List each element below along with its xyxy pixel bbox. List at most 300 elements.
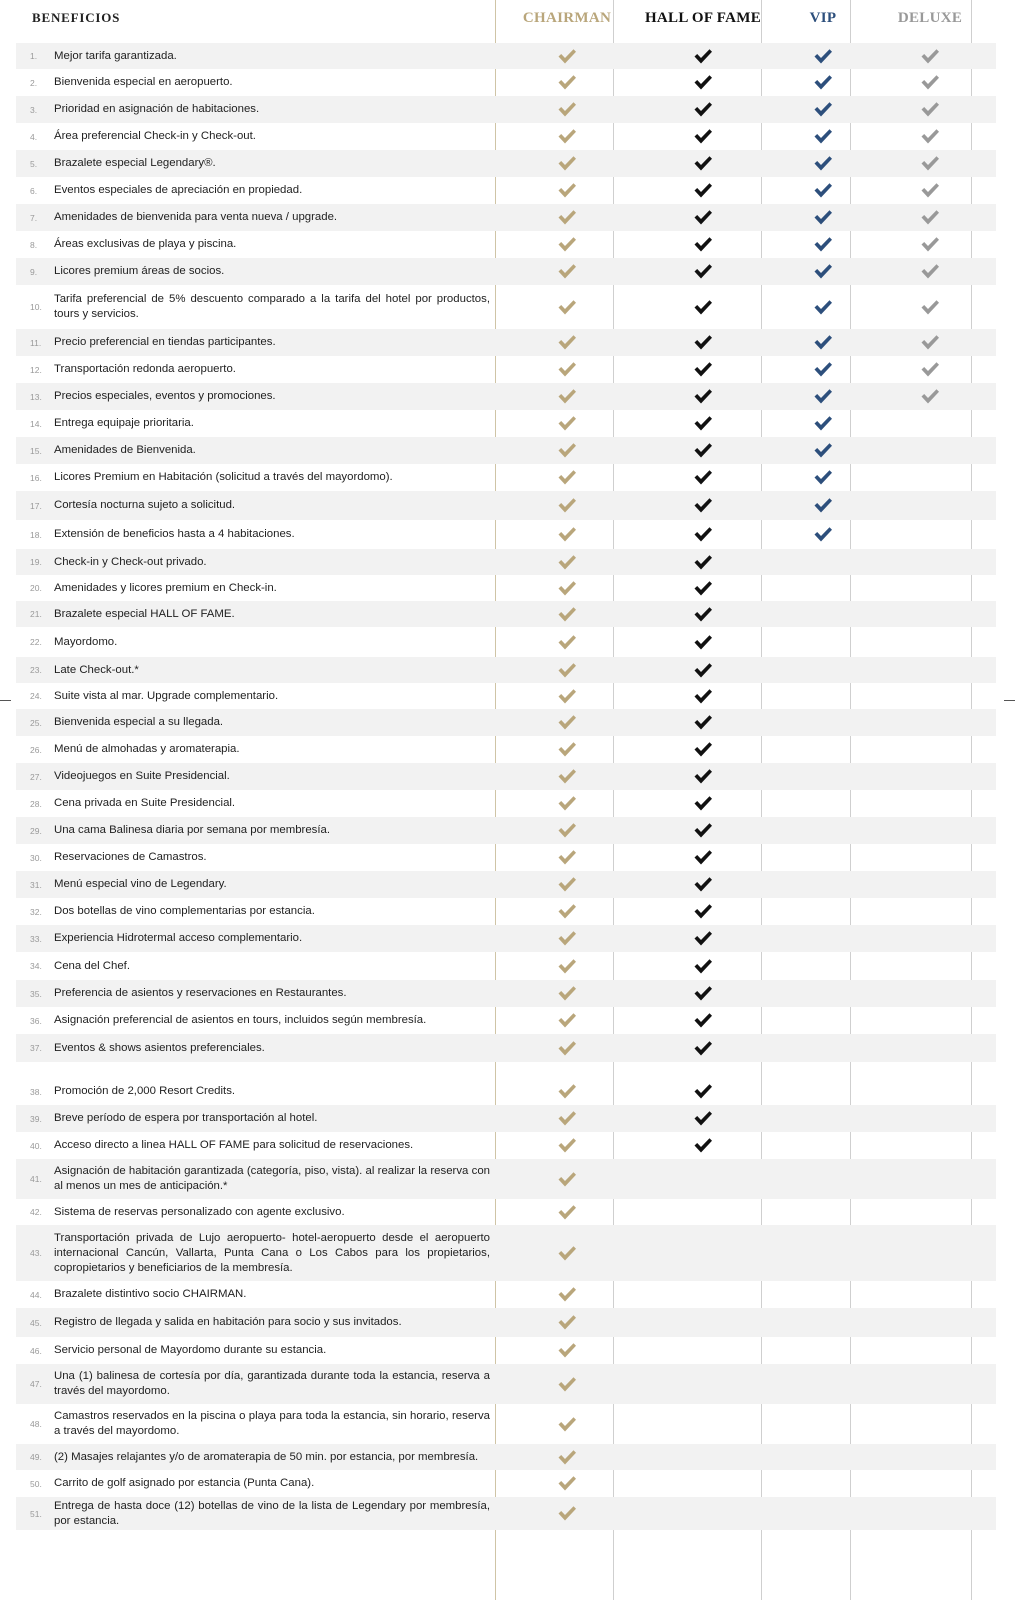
hall-of-fame-cell: [628, 898, 778, 925]
deluxe-cell: [868, 952, 992, 980]
deluxe-cell: [868, 1404, 992, 1444]
table-row: [16, 1007, 996, 1034]
hall-of-fame-check-icon: [693, 1012, 713, 1029]
hall-of-fame-check-icon: [693, 822, 713, 839]
benefit-cell: [16, 769, 506, 784]
benefit-cell: [16, 292, 506, 322]
table-row: [16, 952, 996, 980]
hall-of-fame-check-icon: [693, 876, 713, 893]
benefit-cell: [16, 129, 506, 144]
vip-cell: [778, 1007, 868, 1034]
deluxe-check-icon: [920, 74, 940, 91]
deluxe-cell: [868, 871, 992, 898]
benefit-number: 25.: [30, 717, 42, 728]
chairman-cell: [506, 1159, 628, 1199]
chairman-cell: [506, 980, 628, 1007]
deluxe-cell: [868, 410, 992, 437]
table-row: [16, 736, 996, 763]
deluxe-cell: [868, 925, 992, 952]
benefit-number: 45.: [30, 1317, 42, 1328]
benefit-number: 44.: [30, 1289, 42, 1300]
benefit-text: Carrito de golf asignado por estancia (Punta Cana).: [54, 1477, 315, 1489]
hall-of-fame-check-icon: [693, 1137, 713, 1154]
chairman-check-icon: [557, 985, 577, 1002]
chairman-check-icon: [557, 299, 577, 316]
benefit-text: Check-in y Check-out privado.: [54, 555, 207, 568]
hall-of-fame-check-icon: [693, 101, 713, 118]
table-row: [16, 1159, 996, 1199]
chairman-check-icon: [557, 1416, 577, 1433]
deluxe-cell: [868, 285, 992, 329]
hall-of-fame-cell: [628, 736, 778, 763]
vip-cell: [778, 657, 868, 683]
deluxe-cell: [868, 1159, 992, 1199]
chairman-cell: [506, 1337, 628, 1364]
vip-column-header: VIP: [809, 9, 837, 26]
chairman-check-icon: [557, 48, 577, 65]
benefit-number: 32.: [30, 906, 42, 917]
vip-cell: [778, 69, 868, 96]
hall-of-fame-cell: [628, 1308, 778, 1337]
chairman-check-icon: [557, 209, 577, 226]
hall-of-fame-cell: [628, 952, 778, 980]
vip-check-icon: [813, 299, 833, 316]
benefit-cell: [16, 877, 506, 892]
deluxe-cell: [868, 790, 992, 817]
hall-of-fame-check-icon: [693, 930, 713, 947]
deluxe-check-icon: [920, 182, 940, 199]
table-row: [16, 980, 996, 1007]
chairman-cell: [506, 817, 628, 844]
hall-of-fame-check-icon: [693, 768, 713, 785]
chairman-check-icon: [557, 1286, 577, 1303]
benefit-cell: [16, 1138, 506, 1153]
benefit-text: Licores premium áreas de socios.: [54, 265, 225, 277]
table-row: [16, 150, 996, 177]
benefit-text: Menú de almohadas y aromaterapia.: [54, 743, 240, 755]
hall-of-fame-cell: [628, 1497, 778, 1530]
hall-of-fame-cell: [628, 69, 778, 96]
benefit-number: 49.: [30, 1452, 42, 1462]
benefit-text: Suite vista al mar. Upgrade complementario.: [54, 689, 279, 702]
benefit-text: Servicio personal de Mayordomo durante su estancia.: [54, 1344, 327, 1356]
crop-mark-right: [1004, 700, 1015, 701]
chairman-cell: [506, 520, 628, 549]
hall-of-fame-check-icon: [693, 741, 713, 758]
table-row: [16, 898, 996, 925]
benefit-cell: [16, 362, 506, 377]
chairman-check-icon: [557, 688, 577, 705]
benefit-cell: [16, 931, 506, 946]
benefit-cell: [16, 1343, 506, 1358]
deluxe-check-icon: [920, 101, 940, 118]
chairman-check-icon: [557, 442, 577, 459]
chairman-check-icon: [557, 74, 577, 91]
hall-of-fame-cell: [628, 1159, 778, 1199]
table-row: [16, 520, 996, 549]
table-row: [16, 657, 996, 683]
hall-of-fame-check-icon: [693, 688, 713, 705]
benefit-number: 22.: [30, 637, 42, 647]
deluxe-cell: [868, 231, 992, 258]
table-row: [16, 258, 996, 285]
vip-cell: [778, 1470, 868, 1497]
vip-cell: [778, 123, 868, 150]
deluxe-check-icon: [920, 48, 940, 65]
hall-of-fame-check-icon: [693, 299, 713, 316]
table-row: [16, 123, 996, 150]
benefit-text: Asignación preferencial de asientos en tours, incluidos según membresía.: [54, 1014, 427, 1026]
hall-of-fame-cell: [628, 491, 778, 520]
benefit-cell: [16, 581, 506, 596]
hall-of-fame-cell: [628, 627, 778, 657]
vip-cell: [778, 1364, 868, 1404]
table-row: [16, 43, 996, 69]
benefits-column-header: BENEFICIOS: [32, 10, 121, 25]
chairman-cell: [506, 1078, 628, 1105]
chairman-cell: [506, 329, 628, 356]
benefit-text: Acceso directo a linea HALL OF FAME para solicitud de reservaciones.: [54, 1139, 414, 1151]
deluxe-cell: [868, 43, 992, 69]
vip-check-icon: [813, 442, 833, 459]
chairman-check-icon: [557, 876, 577, 893]
vip-cell: [778, 520, 868, 549]
benefit-cell: [16, 1041, 506, 1056]
chairman-check-icon: [557, 1137, 577, 1154]
deluxe-cell: [868, 683, 992, 709]
vip-cell: [778, 1225, 868, 1281]
benefit-number: 40.: [30, 1140, 42, 1151]
chairman-check-icon: [557, 1012, 577, 1029]
vip-cell: [778, 329, 868, 356]
benefit-text: Amenidades de Bienvenida.: [54, 444, 196, 456]
benefit-number: 3.: [30, 104, 38, 115]
deluxe-cell: [868, 736, 992, 763]
hall-of-fame-cell: [628, 790, 778, 817]
benefit-cell: [16, 183, 506, 198]
vip-cell: [778, 790, 868, 817]
vip-cell: [778, 1078, 868, 1105]
deluxe-cell: [868, 1364, 992, 1404]
benefit-cell: [16, 1164, 506, 1194]
table-row: [16, 1308, 996, 1337]
benefit-number: 23.: [30, 665, 42, 675]
benefit-text: Bienvenida especial en aeropuerto.: [54, 76, 233, 88]
benefit-number: 31.: [30, 879, 42, 890]
vip-cell: [778, 871, 868, 898]
benefit-cell: [16, 663, 506, 678]
benefit-cell: [16, 335, 506, 350]
chairman-cell: [506, 285, 628, 329]
benefit-text: Cena privada en Suite Presidencial.: [54, 797, 236, 809]
vip-cell: [778, 844, 868, 871]
vip-check-icon: [813, 263, 833, 280]
table-row: [16, 464, 996, 491]
hall-of-fame-cell: [628, 657, 778, 683]
hall-of-fame-cell: [628, 1444, 778, 1470]
vip-cell: [778, 383, 868, 410]
hall-of-fame-check-icon: [693, 1110, 713, 1127]
table-row: [16, 329, 996, 356]
vip-check-icon: [813, 74, 833, 91]
benefit-text: Videojuegos en Suite Presidencial.: [54, 770, 230, 782]
deluxe-cell: [868, 464, 992, 491]
chairman-cell: [506, 437, 628, 464]
table-row: [16, 1364, 996, 1404]
hall-of-fame-cell: [628, 410, 778, 437]
vip-check-icon: [813, 388, 833, 405]
benefit-cell: [16, 1409, 506, 1439]
deluxe-cell: [868, 1007, 992, 1034]
deluxe-cell: [868, 491, 992, 520]
table-row: [16, 1470, 996, 1497]
benefit-text: Breve período de espera por transportación al hotel.: [54, 1112, 318, 1124]
benefit-text: Entrega de hasta doce (12) botellas de vino de la lista de Legendary por membresía, por estancia.: [54, 1499, 490, 1527]
deluxe-cell: [868, 627, 992, 657]
benefit-number: 1.: [30, 51, 38, 61]
deluxe-cell: [868, 844, 992, 871]
benefit-text: Brazalete especial Legendary®.: [54, 157, 216, 169]
table-row: [16, 96, 996, 123]
table-header: [16, 0, 996, 36]
chairman-check-icon: [557, 1204, 577, 1221]
benefit-cell: [16, 75, 506, 90]
chairman-check-icon: [557, 1110, 577, 1127]
benefit-cell: [16, 555, 506, 570]
hall-of-fame-check-icon: [693, 236, 713, 253]
hall-of-fame-check-icon: [693, 606, 713, 623]
vip-cell: [778, 1132, 868, 1159]
benefit-text: Amenidades de bienvenida para venta nueva / upgrade.: [54, 211, 338, 223]
benefit-number: 8.: [30, 239, 38, 250]
benefit-cell: [16, 498, 506, 513]
deluxe-check-icon: [920, 388, 940, 405]
benefit-number: 35.: [30, 988, 42, 999]
chairman-cell: [506, 69, 628, 96]
deluxe-cell: [868, 601, 992, 627]
chairman-check-icon: [557, 1245, 577, 1262]
vip-cell: [778, 410, 868, 437]
crop-mark-left: [0, 700, 11, 701]
hall-of-fame-check-icon: [693, 497, 713, 514]
hall-of-fame-column-header: HALL OF FAME: [644, 9, 762, 26]
table-row: [16, 1281, 996, 1308]
benefit-cell: [16, 986, 506, 1001]
deluxe-cell: [868, 763, 992, 790]
benefit-text: Prioridad en asignación de habitaciones.: [54, 103, 260, 115]
benefit-number: 46.: [30, 1345, 42, 1356]
hall-of-fame-check-icon: [693, 209, 713, 226]
vip-cell: [778, 1034, 868, 1062]
hall-of-fame-cell: [628, 763, 778, 790]
deluxe-cell: [868, 1078, 992, 1105]
deluxe-cell: [868, 1132, 992, 1159]
chairman-cell: [506, 383, 628, 410]
benefit-number: 26.: [30, 744, 42, 755]
chairman-cell: [506, 410, 628, 437]
benefit-number: 19.: [30, 557, 42, 567]
hall-of-fame-check-icon: [693, 526, 713, 543]
table-row: [16, 410, 996, 437]
hall-of-fame-cell: [628, 925, 778, 952]
chairman-cell: [506, 464, 628, 491]
benefit-cell: [16, 264, 506, 279]
deluxe-cell: [868, 150, 992, 177]
vip-cell: [778, 437, 868, 464]
chairman-check-icon: [557, 1449, 577, 1466]
chairman-cell: [506, 1364, 628, 1404]
benefit-number: 47.: [30, 1379, 42, 1389]
hall-of-fame-cell: [628, 150, 778, 177]
vip-cell: [778, 1444, 868, 1470]
chairman-check-icon: [557, 388, 577, 405]
benefit-cell: [16, 1231, 506, 1276]
benefit-cell: [16, 715, 506, 730]
hall-of-fame-cell: [628, 437, 778, 464]
deluxe-cell: [868, 1034, 992, 1062]
hall-of-fame-cell: [628, 383, 778, 410]
hall-of-fame-check-icon: [693, 580, 713, 597]
hall-of-fame-check-icon: [693, 1083, 713, 1100]
chairman-cell: [506, 1281, 628, 1308]
deluxe-cell: [868, 657, 992, 683]
table-row: [16, 817, 996, 844]
benefit-number: 30.: [30, 852, 42, 863]
benefit-cell: [16, 156, 506, 171]
benefit-number: 29.: [30, 825, 42, 836]
deluxe-check-icon: [920, 334, 940, 351]
benefit-cell: [16, 470, 506, 485]
deluxe-cell: [868, 69, 992, 96]
table-row: [16, 1034, 996, 1062]
hall-of-fame-check-icon: [693, 263, 713, 280]
vip-cell: [778, 1497, 868, 1530]
benefit-text: (2) Masajes relajantes y/o de aromaterapia de 50 min. por estancia, por membresía.: [54, 1450, 479, 1463]
benefit-cell: [16, 443, 506, 458]
benefit-cell: [16, 850, 506, 865]
hall-of-fame-cell: [628, 871, 778, 898]
chairman-cell: [506, 356, 628, 383]
deluxe-cell: [868, 356, 992, 383]
hall-of-fame-check-icon: [693, 388, 713, 405]
hall-of-fame-check-icon: [693, 334, 713, 351]
table-row: [16, 763, 996, 790]
hall-of-fame-cell: [628, 844, 778, 871]
benefit-number: 50.: [30, 1478, 42, 1489]
hall-of-fame-check-icon: [693, 1040, 713, 1057]
vip-check-icon: [813, 526, 833, 543]
vip-cell: [778, 898, 868, 925]
deluxe-cell: [868, 1497, 992, 1530]
benefit-cell: [16, 1315, 506, 1330]
section-gap: [16, 1062, 996, 1078]
table-row: [16, 683, 996, 709]
hall-of-fame-check-icon: [693, 415, 713, 432]
vip-cell: [778, 491, 868, 520]
vip-check-icon: [813, 182, 833, 199]
vip-check-icon: [813, 128, 833, 145]
chairman-cell: [506, 1132, 628, 1159]
deluxe-cell: [868, 204, 992, 231]
chairman-cell: [506, 204, 628, 231]
benefit-number: 51.: [30, 1508, 42, 1519]
vip-cell: [778, 204, 868, 231]
table-row: [16, 1225, 996, 1281]
table-row: [16, 1078, 996, 1105]
benefits-table: [16, 43, 996, 1530]
vip-check-icon: [813, 236, 833, 253]
chairman-check-icon: [557, 554, 577, 571]
chairman-cell: [506, 231, 628, 258]
hall-of-fame-cell: [628, 1034, 778, 1062]
hall-of-fame-cell: [628, 285, 778, 329]
vip-check-icon: [813, 209, 833, 226]
hall-of-fame-cell: [628, 258, 778, 285]
chairman-cell: [506, 1404, 628, 1444]
deluxe-check-icon: [920, 236, 940, 253]
vip-cell: [778, 1337, 868, 1364]
benefit-text: Mejor tarifa garantizada.: [54, 49, 177, 62]
benefit-number: 28.: [30, 798, 42, 809]
table-row: [16, 356, 996, 383]
chairman-check-icon: [557, 634, 577, 651]
hall-of-fame-cell: [628, 43, 778, 69]
chairman-cell: [506, 1034, 628, 1062]
hall-of-fame-cell: [628, 329, 778, 356]
deluxe-cell: [868, 1308, 992, 1337]
vip-cell: [778, 575, 868, 601]
vip-cell: [778, 1159, 868, 1199]
benefit-cell: [16, 742, 506, 757]
chairman-cell: [506, 1308, 628, 1337]
benefit-text: Extensión de beneficios hasta a 4 habitaciones.: [54, 528, 295, 540]
chairman-cell: [506, 575, 628, 601]
vip-check-icon: [813, 48, 833, 65]
table-row: [16, 601, 996, 627]
deluxe-check-icon: [920, 155, 940, 172]
deluxe-cell: [868, 980, 992, 1007]
benefit-number: 15.: [30, 445, 42, 456]
chairman-check-icon: [557, 849, 577, 866]
vip-check-icon: [813, 334, 833, 351]
chairman-check-icon: [557, 334, 577, 351]
chairman-cell: [506, 1497, 628, 1530]
deluxe-cell: [868, 898, 992, 925]
chairman-cell: [506, 952, 628, 980]
benefit-text: Precios especiales, eventos y promociones.: [54, 390, 276, 402]
vip-cell: [778, 736, 868, 763]
vip-cell: [778, 952, 868, 980]
benefit-number: 34.: [30, 961, 42, 971]
chairman-check-icon: [557, 1171, 577, 1188]
benefit-number: 6.: [30, 185, 38, 196]
benefit-text: Áreas exclusivas de playa y piscina.: [54, 238, 237, 250]
benefit-number: 12.: [30, 364, 42, 375]
vip-cell: [778, 1281, 868, 1308]
benefit-number: 4.: [30, 131, 38, 142]
table-row: [16, 627, 996, 657]
hall-of-fame-cell: [628, 549, 778, 575]
benefit-number: 37.: [30, 1043, 42, 1053]
hall-of-fame-cell: [628, 1132, 778, 1159]
hall-of-fame-cell: [628, 1007, 778, 1034]
hall-of-fame-cell: [628, 1199, 778, 1225]
deluxe-cell: [868, 1470, 992, 1497]
benefit-text: Transportación redonda aeropuerto.: [54, 363, 236, 375]
chairman-cell: [506, 871, 628, 898]
chairman-check-icon: [557, 469, 577, 486]
chairman-check-icon: [557, 606, 577, 623]
